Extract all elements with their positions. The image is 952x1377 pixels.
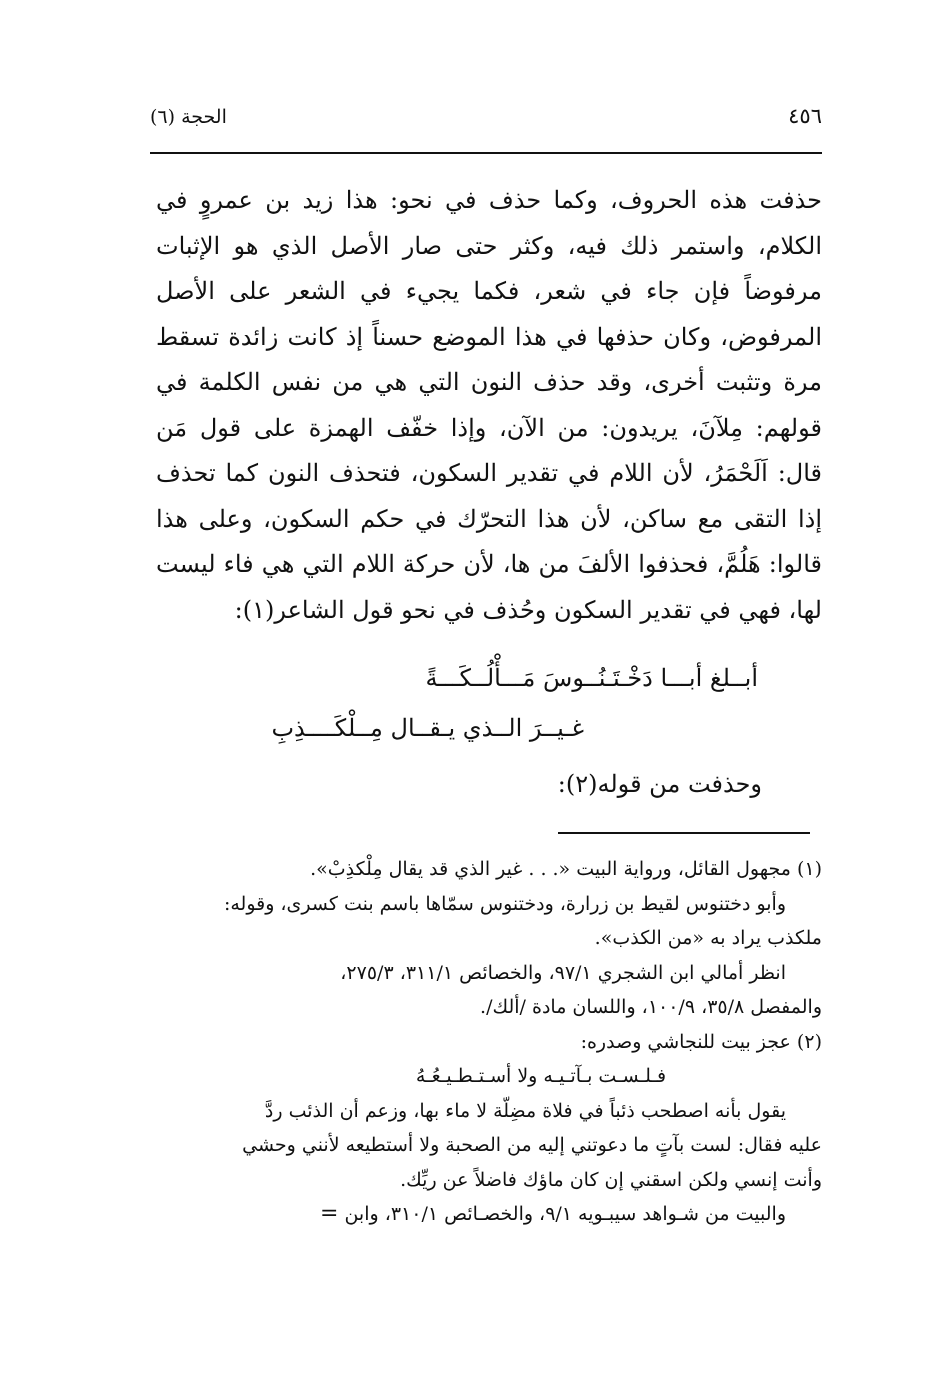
footnote-2-line-4: وأنت إنسي ولكن اسقني إن كان ماؤك فاضلاً عن ريِّك. (400, 1168, 822, 1191)
footnote-1-line-2: وأبو دختنوس لقيط بن زرارة، ودختنوس سمّاها باسم بنت كسرى، وقوله: (223, 892, 786, 915)
main-text (156, 178, 822, 633)
page-number: ٤٥٦ (788, 104, 822, 128)
footnote-1-line-5: والمفصل ٣٥/٨، ١٠٠/٩، واللسان مادة /ألك/. (480, 996, 822, 1018)
footnote-2-line-1: (٢) عجز بيت للنجاشي وصدره: (580, 1030, 822, 1053)
continuation-mark: = (319, 1201, 339, 1226)
verse-line-1: أبــلغ أبـــا دَخْـتَـنُــوسَ مَـــأْلُــكَـــةً (425, 664, 758, 692)
verse-line-2: غـيــرَ الــذي يـقــال مِــلْكَــــذِبِ (271, 714, 584, 742)
footnote-2-line-5 (140, 1197, 822, 1232)
footnote-2-verse: فـلـسـت بـآتـيـه ولا أسـتـطـيـعُـهُ (415, 1065, 667, 1087)
page-header (150, 104, 822, 138)
footnote-1-line-1: (١) مجهول القائل، ورواية البيت «. . . غير الذي قد يقال مِلْكذِبْ». (310, 858, 822, 880)
footnote-1-line-4: انظر أمالي ابن الشجري ٩٧/١، والخصائص ٣١١/١، ٢٧٥/٣، (340, 961, 786, 984)
footnote-2-line-3: عليه فقال: لست بآتٍ ما دعوتني إليه من الصحبة ولا أستطيعه لأنني وحشي (242, 1134, 822, 1156)
footnote-2-line-5-text: والبيت من شـواهد سيبـويه ٩/١، والخصـائص ٣١٠/١، وابن (344, 1203, 786, 1225)
footnote-1-line-3: ملكذب يراد به «من الكذب». (594, 927, 822, 949)
header-rule (150, 152, 822, 154)
footnote-2-line-2: يقول بأنه اصطحب ذئباً في فلاة مضِلّة لا ماء بها، وزعم أن الذئب ردَّ (264, 1099, 786, 1122)
footnote-separator (558, 832, 810, 834)
running-title: الحجة (٦) (150, 106, 227, 128)
main-paragraph: حذفت هذه الحروف، وكما حذف في نحو: هذا زيد بن عمروٍ في الكلام، واستمر ذلك فيه، وكثر حتى صار الأصل الذي هو الإثبات مرفوضاً فإن جاء في شعر، فكما يجيء في الشعر على الأصل المرفوض، وكان حذفها في هذا الموضع حسناً إذ كانت زائدة تسقط مرة وتثبت أخرى، وقد حذف النون التي هي من نفس الكلمة في قولهم: مِلآنَ، يريدون: من الآن، وإذا خفّف الهمزة على قول مَن قال: اَلَحْمَرُ، لأن اللام في تقدير السكون، فتحذف النون كما تحذف إذا التقى مع ساكن، لأن هذا التحرّك في حكم السكون، وعلى هذا قالوا: هَلُمَّ، فحذفوا الألفَ من ها، لأن حركة اللام التي هي فاء ليست لها، فهي في تقدير السكون وحُذف في نحو قول الشاعر(١): (156, 186, 823, 624)
footnotes (140, 852, 822, 1232)
after-verse-text: وحذفت من قوله(٢): (557, 770, 762, 798)
